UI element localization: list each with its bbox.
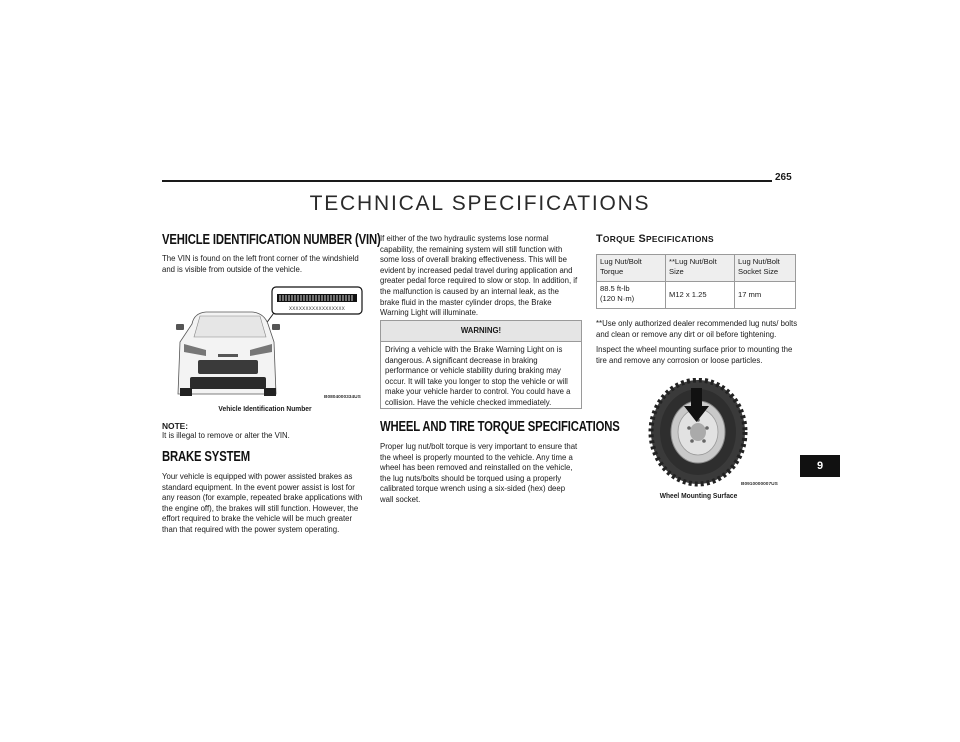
brake-heading: BRAKE SYSTEM (162, 449, 250, 465)
table-header-cell: **Lug Nut/Bolt Size (666, 255, 735, 282)
table-cell-socket: 17 mm (735, 282, 796, 309)
vin-figure-caption: Vehicle Identification Number (218, 404, 312, 413)
hydraulic-text: If either of the two hydraulic systems lose normal capability, the remaining system will still function with some loss of overall braking effectiveness. This will be evident by increased pedal travel during application and greater pedal force required to slow or stop. In addition, if the malfunction is caused by an internal leak, as the brake fluid in the master cylinder drops, the Brake Warning Light will illuminate. (380, 234, 578, 318)
vin-heading: VEHICLE IDENTIFICATION NUMBER (VIN) (162, 232, 381, 248)
wheel-torque-text: Proper lug nut/bolt torque is very important to ensure that the wheel is properly mounted to the vehicle. Any time a wheel has been removed and reinstalled on the vehicle, the lug nuts/bolts should be torqued using a properly calibrated torque wrench using a six-sided (hex) deep wall socket. (380, 442, 578, 504)
vin-figure (162, 282, 368, 402)
table-row (597, 282, 796, 309)
chapter-title: TECHNICAL SPECIFICATIONS (309, 192, 651, 215)
table-cell-torque: 88.5 ft-lb (120 N·m) (597, 282, 666, 309)
torque-spec-table (596, 254, 796, 309)
table-header-cell: Lug Nut/Bolt Socket Size (735, 255, 796, 282)
vin-figure-code: B0804000334US (324, 395, 361, 400)
warning-box (380, 320, 582, 409)
wheel-figure-code: B0910000007US (741, 482, 778, 487)
warning-title: WARNING! (381, 321, 581, 342)
page-number: 265 (775, 172, 792, 183)
inspect-text: Inspect the wheel mounting surface prior to mounting the tire and remove any corrosion or loose particles. (596, 345, 793, 365)
torque-footnote: **Use only authorized dealer recommended lug nuts/ bolts and clean or remove any dirt or oil before tightening. (596, 319, 798, 339)
warning-text: Driving a vehicle with the Brake Warning Light on is dangerous. A significant decrease in braking performance or vehicle stability during braking may occur. It will take you longer to stop the vehicle or will make your vehicle harder to control. You could have a collision. Have the vehicle checked immediately. (385, 345, 571, 407)
car-front-illustration (176, 312, 280, 396)
wheel-torque-heading: WHEEL AND TIRE TORQUE SPECIFICATIONS (380, 419, 620, 435)
wheel-figure (640, 378, 780, 490)
table-header-row (597, 255, 796, 282)
wheel-figure-caption: Wheel Mounting Surface (659, 491, 738, 500)
note-label: NOTE: (162, 421, 189, 431)
vin-plate-text: XXXXXXXXXXXXXXXXX (288, 306, 346, 312)
vin-plate-callout (272, 287, 362, 314)
chapter-tab: 9 (800, 455, 840, 477)
table-cell-size: M12 x 1.25 (666, 282, 735, 309)
torque-spec-heading: TORQUE SPECIFICATIONS (596, 233, 714, 245)
brake-text: Your vehicle is equipped with power assisted brakes as standard equipment. In the event power assist is lost for any reason (for example, repeated brake applications with the engine off), the brakes will still function. However, the effort required to brake the vehicle will be much greater than that required with the power system operating. (162, 472, 363, 534)
vin-text: The VIN is found on the left front corner of the windshield and is visible from outside of the vehicle. (162, 254, 359, 274)
note-text: It is illegal to remove or alter the VIN. (162, 431, 290, 440)
table-header-cell: Lug Nut/Bolt Torque (597, 255, 666, 282)
header-rule (162, 180, 772, 182)
